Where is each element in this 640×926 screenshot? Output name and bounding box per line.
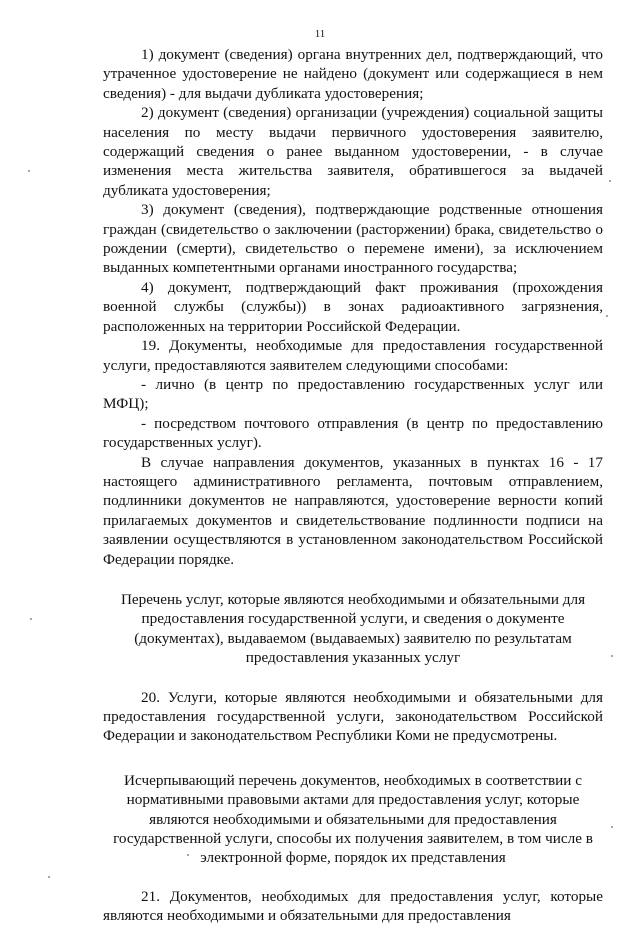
paragraph-item-1: 1) документ (сведения) органа внутренних дел, подтверждающий, что утраченное удостоверение не найдено (документ или содержащиеся в нем сведения) - для выдачи дубликата удостоверения;	[103, 46, 603, 102]
scan-speck	[611, 826, 613, 828]
scan-speck	[48, 876, 50, 878]
paragraph-item-2: 2) документ (сведения) организации (учреждения) социальной защиты населения по месту выдачи первичного удостоверения заявителю, содержащий сведения о ранее выданном удостоверении, - в случае изменения места жительства заявителя, обратившегося за выдачей дубликата удостоверения;	[103, 104, 603, 199]
scan-speck	[611, 655, 613, 657]
paragraph-19: 19. Документы, необходимые для предоставления государственной услуги, предоставляются заявителем следующими способами:	[103, 337, 603, 374]
paragraph-21: 21. Документов, необходимых для предоставления услуг, которые являются необходимыми и обязательными для предоставления	[103, 887, 603, 925]
scan-speck	[606, 315, 608, 317]
scan-speck	[187, 854, 189, 856]
section-heading-services: Перечень услуг, которые являются необходимыми и обязательными для предоставления государственной услуги, и сведения о документе (документах), выдаваемом (выдаваемых) заявителю по результатам предоставления указанных услуг	[120, 590, 586, 667]
scan-speck	[30, 618, 32, 620]
paragraph-20: 20. Услуги, которые являются необходимыми и обязательными для предоставления государственной услуги, законодательством Российской Федерации и законодательством Республики Коми не предусмотрены.	[103, 688, 603, 745]
paragraph-item-3: 3) документ (сведения), подтверждающие родственные отношения граждан (свидетельство о заключении (расторжении) брака, свидетельство о рождении (смерти), свидетельство о перемене имени), за исключением выданных компетентными органами иностранного государства;	[103, 201, 603, 277]
paragraph-method-mail: - посредством почтового отправления (в центр по предоставлению государственных услуг).	[103, 414, 603, 452]
page-number: 11	[314, 28, 326, 40]
section-heading-documents: Исчерпывающий перечень документов, необходимых в соответствии с нормативными правовыми актами для предоставления услуг, которые являются необходимыми и обязательными для предоставления государственной услуги, способы их получения заявителем, в том числе в электронной форме, порядок их представления	[113, 771, 593, 867]
scan-speck	[28, 170, 30, 172]
paragraph-mail-submission: В случае направления документов, указанных в пунктах 16 - 17 настоящего административного регламента, почтовым отправлением, подлинники документов не направляются, удостоверение верности копий прилагаемых документов и свидетельствование подлинности подписи на заявлении осуществляются в установленном законодательством Российской Федерации порядке.	[103, 453, 603, 568]
paragraph-item-4: 4) документ, подтверждающий факт проживания (прохождения военной службы (службы)) в зонах радиоактивного загрязнения, расположенных на территории Российской Федерации.	[103, 278, 603, 335]
paragraph-method-in-person: - лично (в центр по предоставлению государственных услуг или МФЦ);	[103, 375, 603, 413]
scan-speck	[609, 180, 611, 182]
document-body	[103, 45, 603, 926]
